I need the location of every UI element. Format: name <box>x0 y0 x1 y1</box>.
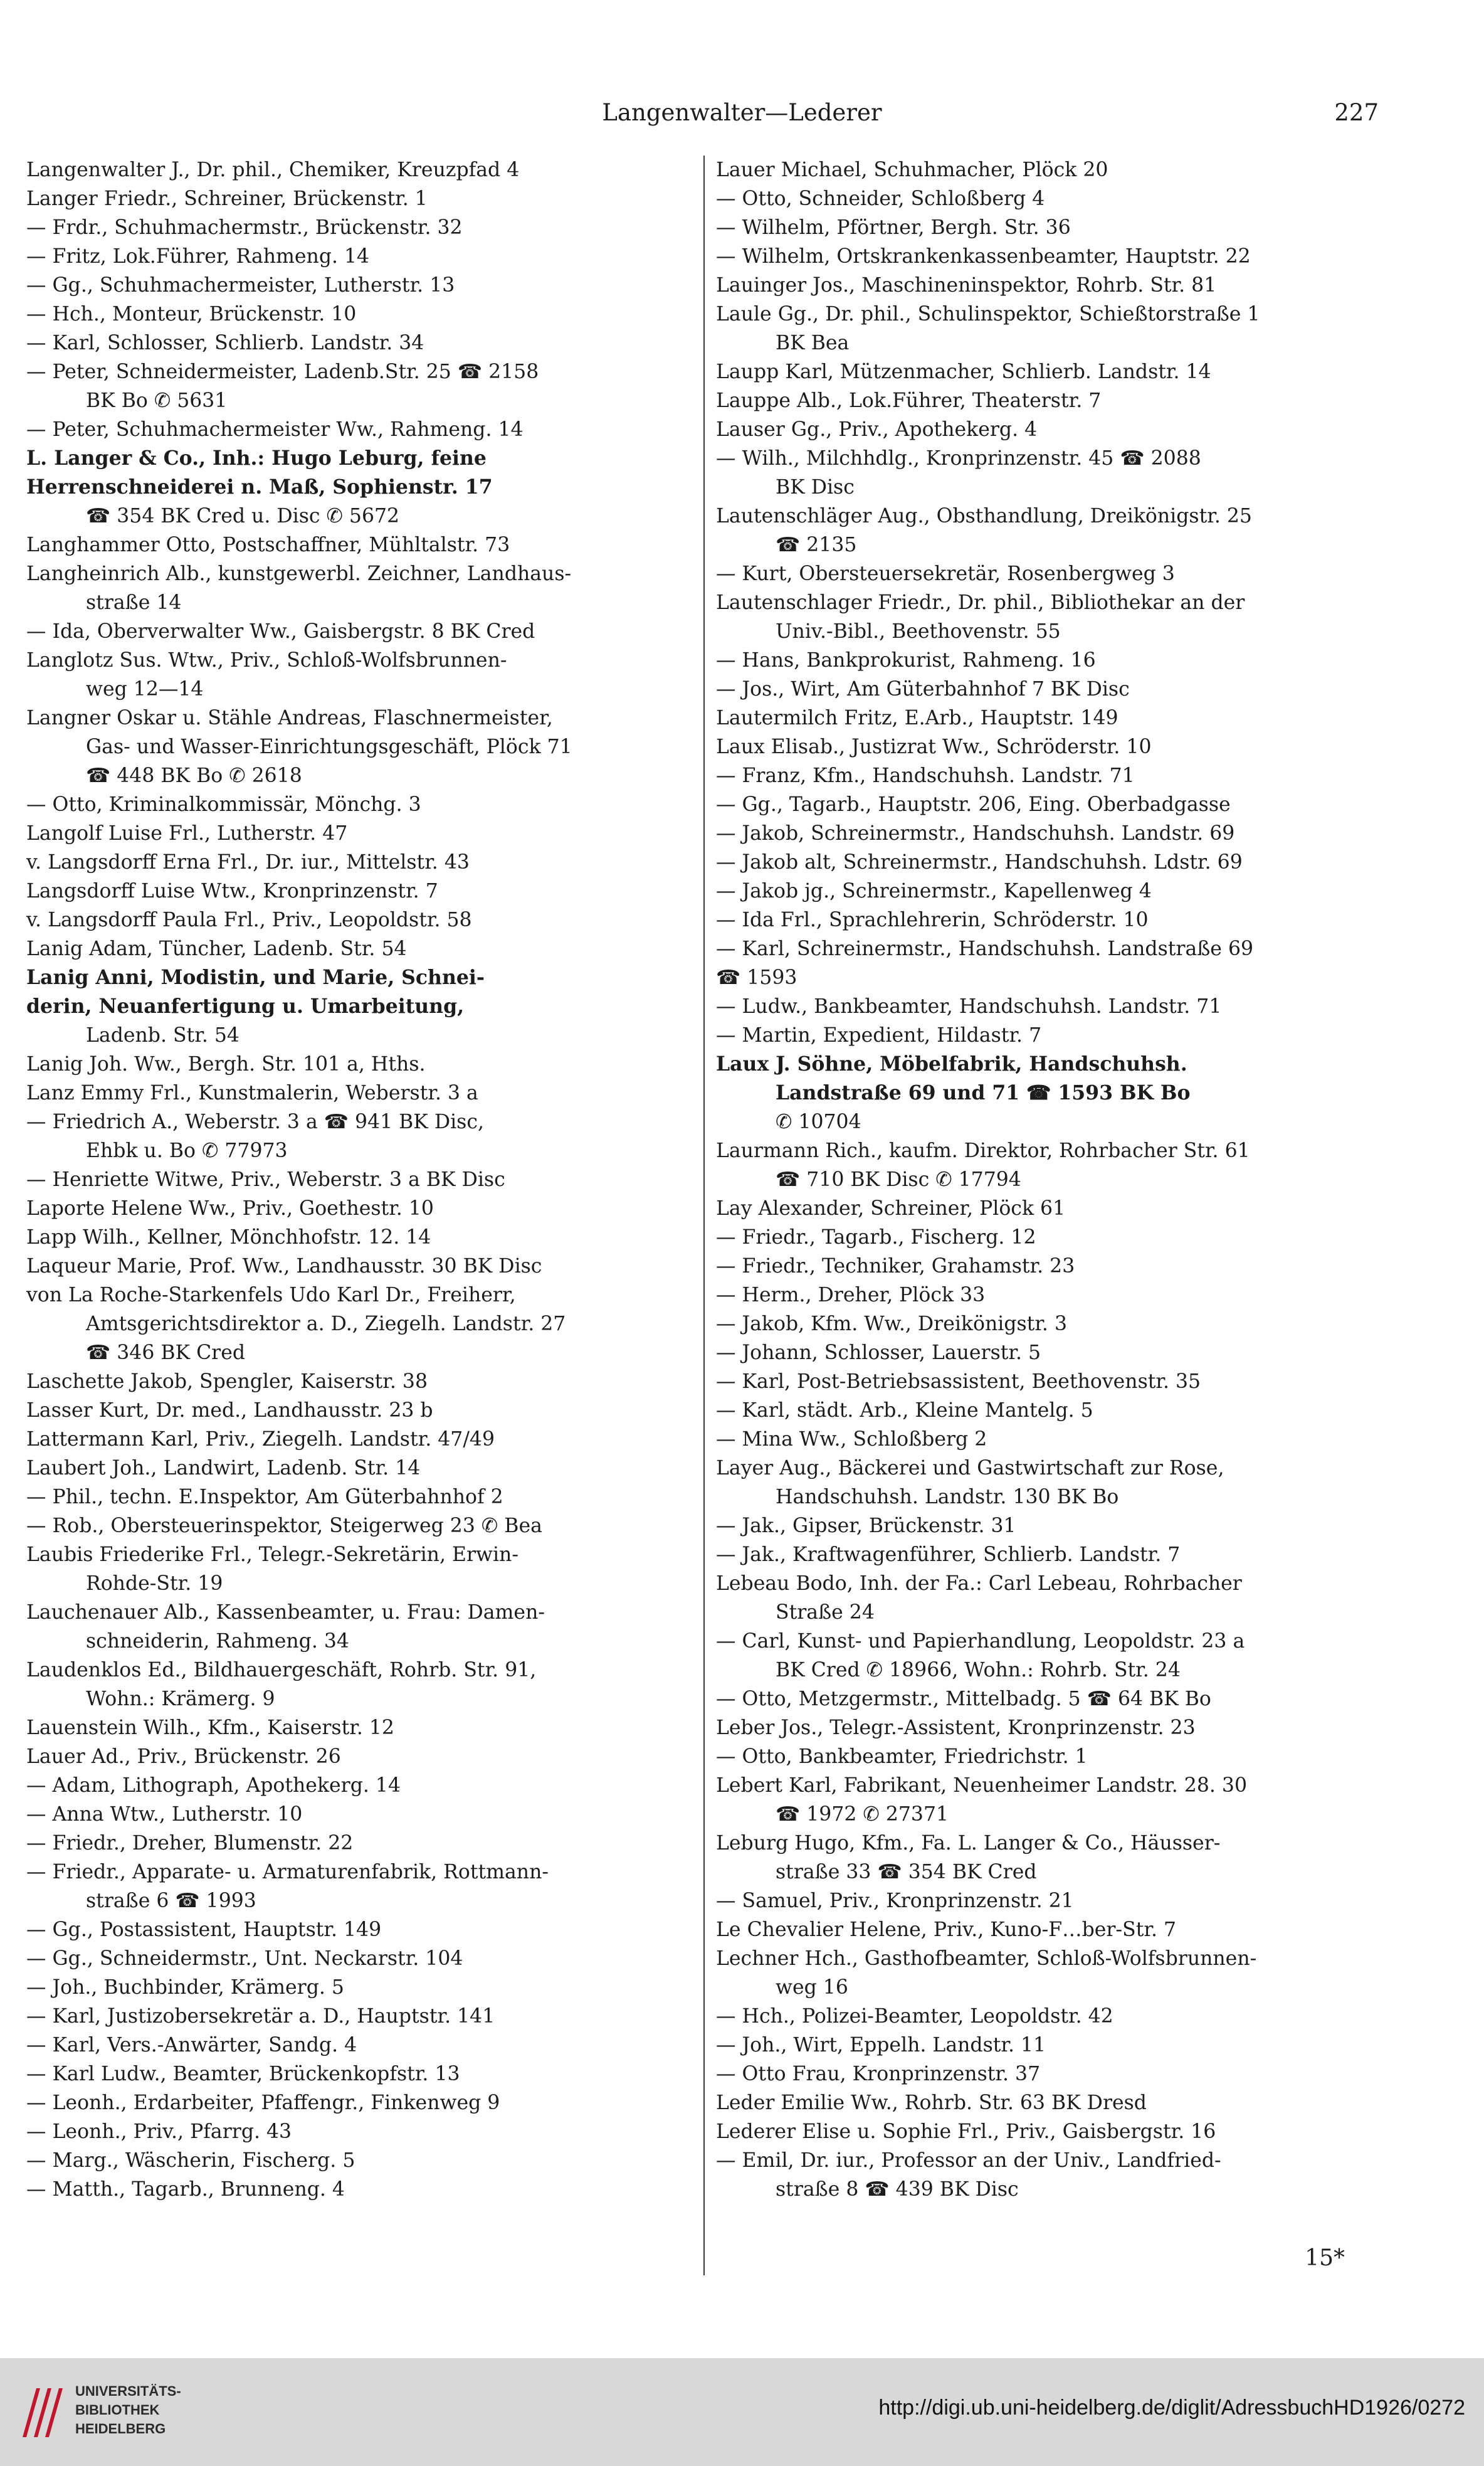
directory-entry-line: — Friedr., Tagarb., Fischerg. 12 <box>716 1226 1036 1249</box>
directory-entry-line: — Samuel, Priv., Kronprinzenstr. 21 <box>716 1890 1074 1912</box>
directory-entry-line: Lautenschlager Friedr., Dr. phil., Bibliothekar an der <box>716 591 1245 614</box>
directory-columns <box>26 156 1393 2275</box>
directory-entry-line: — Friedr., Dreher, Blumenstr. 22 <box>26 1832 354 1855</box>
directory-entry-line: ☎ 448 BK Bo ✆ 2618 <box>86 765 302 787</box>
directory-entry-line: Lebert Karl, Fabrikant, Neuenheimer Landstr. 28. 30 <box>716 1774 1247 1797</box>
directory-entry-line: — Kurt, Obersteuersekretär, Rosenbergweg 3 <box>716 563 1175 585</box>
directory-entry-line: — Fritz, Lok.Führer, Rahmeng. 14 <box>26 245 370 268</box>
directory-entry-line: Leburg Hugo, Kfm., Fa. L. Langer & Co., Häusser- <box>716 1832 1221 1855</box>
running-head <box>0 94 1484 132</box>
directory-entry-line: straße 14 <box>86 591 182 614</box>
directory-entry-line: Langheinrich Alb., kunstgewerbl. Zeichner, Landhaus- <box>26 563 572 585</box>
directory-entry-line: — Karl, Justizobersekretär a. D., Hauptstr. 141 <box>26 2005 495 2028</box>
directory-entry-line: Lasser Kurt, Dr. med., Landhausstr. 23 b <box>26 1399 433 1422</box>
directory-entry-line: Landstraße 69 und 71 ☎ 1593 BK Bo <box>776 1081 1191 1104</box>
directory-entry-line: — Franz, Kfm., Handschuhsh. Landstr. 71 <box>716 765 1135 787</box>
directory-entry-line: Lebeau Bodo, Inh. der Fa.: Carl Lebeau, Rohrbacher <box>716 1572 1242 1595</box>
directory-entry-line: — Ludw., Bankbeamter, Handschuhsh. Landstr. 71 <box>716 995 1222 1018</box>
directory-entry-line: — Jakob, Schreinermstr., Handschuhsh. Landstr. 69 <box>716 822 1235 845</box>
directory-entry-line: — Karl, Schlosser, Schlierb. Landstr. 34 <box>26 332 424 354</box>
directory-entry-line: — Gg., Schneidermstr., Unt. Neckarstr. 104 <box>26 1947 463 1970</box>
directory-entry-line: Lanig Adam, Tüncher, Ladenb. Str. 54 <box>26 938 407 960</box>
directory-entry-line: BK Disc <box>776 476 855 499</box>
directory-entry-line: — Gg., Tagarb., Hauptstr. 206, Eing. Oberbadgasse <box>716 793 1231 816</box>
directory-entry-line: Layer Aug., Bäckerei und Gastwirtschaft zur Rose, <box>716 1457 1224 1479</box>
directory-entry-line: — Frdr., Schuhmachermstr., Brückenstr. 32 <box>26 216 463 239</box>
directory-entry-line: weg 12—14 <box>86 678 204 701</box>
directory-entry-line: v. Langsdorff Erna Frl., Dr. iur., Mittelstr. 43 <box>26 851 470 874</box>
directory-entry-line: Lauenstein Wilh., Kfm., Kaiserstr. 12 <box>26 1717 394 1739</box>
directory-entry-line: — Otto, Schneider, Schloßberg 4 <box>716 188 1045 210</box>
directory-entry-line: ☎ 1972 ✆ 27371 <box>776 1803 949 1826</box>
directory-entry-line: Lattermann Karl, Priv., Ziegelh. Landstr. 47/49 <box>26 1428 495 1451</box>
directory-entry-line: Langner Oskar u. Stähle Andreas, Flaschnermeister, <box>26 707 553 729</box>
right-column <box>716 156 1393 2204</box>
directory-entry-line: — Herm., Dreher, Plöck 33 <box>716 1284 986 1306</box>
directory-entry-line: Wohn.: Krämerg. 9 <box>86 1688 275 1710</box>
library-footer <box>0 2358 1484 2466</box>
directory-entry-line: — Peter, Schneidermeister, Ladenb.Str. 25 ☎ 2158 <box>26 361 539 383</box>
directory-entry-line: — Gg., Schuhmachermeister, Lutherstr. 13 <box>26 274 455 297</box>
directory-entry-line: — Otto, Metzgermstr., Mittelbadg. 5 ☎ 64 BK Bo <box>716 1688 1211 1710</box>
library-logo-text <box>75 2382 181 2438</box>
directory-entry-line: von La Roche-Starkenfels Udo Karl Dr., Freiherr, <box>26 1284 516 1306</box>
directory-entry-line: — Joh., Buchbinder, Krämerg. 5 <box>26 1976 344 1999</box>
directory-entry-line: Laubis Friederike Frl., Telegr.-Sekretärin, Erwin- <box>26 1543 518 1566</box>
directory-entry-line: — Carl, Kunst- und Papierhandlung, Leopoldstr. 23 a <box>716 1630 1245 1653</box>
directory-entry-line: — Friedr., Apparate- u. Armaturenfabrik, Rottmann- <box>26 1861 549 1883</box>
directory-entry-line: — Anna Wtw., Lutherstr. 10 <box>26 1803 303 1826</box>
directory-entry-line: — Karl, Schreinermstr., Handschuhsh. Landstraße 69 <box>716 938 1254 960</box>
directory-entry-line: derin, Neuanfertigung u. Umarbeitung, <box>26 995 465 1018</box>
directory-entry-line: — Rob., Obersteuerinspektor, Steigerweg 23 ✆ Bea <box>26 1515 542 1537</box>
directory-entry-line: Lauer Ad., Priv., Brückenstr. 26 <box>26 1745 341 1768</box>
directory-entry-line: Univ.-Bibl., Beethovenstr. 55 <box>776 620 1061 643</box>
directory-entry-line: L. Langer & Co., Inh.: Hugo Leburg, feine <box>26 447 487 470</box>
directory-entry-line: Langhammer Otto, Postschaffner, Mühltalstr. 73 <box>26 534 510 556</box>
directory-entry-line: Langer Friedr., Schreiner, Brückenstr. 1 <box>26 188 428 210</box>
directory-entry-line: Leber Jos., Telegr.-Assistent, Kronprinzenstr. 23 <box>716 1717 1196 1739</box>
directory-entry-line: — Ida, Oberverwalter Ww., Gaisbergstr. 8 BK Cred <box>26 620 535 643</box>
directory-entry-line: — Peter, Schuhmachermeister Ww., Rahmeng. 14 <box>26 418 524 441</box>
directory-entry-line: Lanz Emmy Frl., Kunstmalerin, Weberstr. 3 a <box>26 1082 478 1104</box>
directory-entry-line: Laqueur Marie, Prof. Ww., Landhausstr. 30 BK Disc <box>26 1255 542 1278</box>
directory-entry-line: Langenwalter J., Dr. phil., Chemiker, Kreuzpfad 4 <box>26 159 520 181</box>
directory-entry-line: Laschette Jakob, Spengler, Kaiserstr. 38 <box>26 1370 428 1393</box>
logo-line: HEIDELBERG <box>75 2421 166 2437</box>
directory-entry-line: — Otto, Bankbeamter, Friedrichstr. 1 <box>716 1745 1088 1768</box>
directory-entry-line: Lapp Wilh., Kellner, Mönchhofstr. 12. 14 <box>26 1226 431 1249</box>
directory-entry-line: Laudenklos Ed., Bildhauergeschäft, Rohrb. Str. 91, <box>26 1659 537 1681</box>
directory-entry-line: — Phil., techn. E.Inspektor, Am Güterbahnhof 2 <box>26 1486 503 1508</box>
directory-entry-line: Laupp Karl, Mützenmacher, Schlierb. Landstr. 14 <box>716 361 1211 383</box>
directory-entry-line: ☎ 710 BK Disc ✆ 17794 <box>776 1168 1021 1191</box>
directory-entry-line: — Friedr., Techniker, Grahamstr. 23 <box>716 1255 1075 1278</box>
directory-entry-line: v. Langsdorff Paula Frl., Priv., Leopoldstr. 58 <box>26 909 472 931</box>
directory-entry-line: — Joh., Wirt, Eppelh. Landstr. 11 <box>716 2034 1046 2056</box>
directory-entry-line: Herrenschneiderei n. Maß, Sophienstr. 17 <box>26 475 493 499</box>
directory-entry-line: weg 16 <box>776 1976 848 1999</box>
page-number: 227 <box>1334 99 1379 126</box>
directory-entry-line: — Otto Frau, Kronprinzenstr. 37 <box>716 2063 1041 2085</box>
directory-entry-line: — Leonh., Erdarbeiter, Pfaffengr., Finkenweg 9 <box>26 2092 500 2114</box>
directory-entry-line: — Karl Ludw., Beamter, Brückenkopfstr. 13 <box>26 2063 460 2085</box>
directory-entry-line: — Hans, Bankprokurist, Rahmeng. 16 <box>716 649 1096 672</box>
directory-entry-line: Amtsgerichtsdirektor a. D., Ziegelh. Landstr. 27 <box>86 1313 566 1335</box>
source-url-link[interactable]: http://digi.ub.uni-heidelberg.de/diglit/AdressbuchHD1926/0272 <box>878 2396 1465 2420</box>
directory-entry-line: — Jakob, Kfm. Ww., Dreikönigstr. 3 <box>716 1313 1067 1335</box>
directory-entry-line: — Gg., Postassistent, Hauptstr. 149 <box>26 1918 382 1941</box>
directory-entry-line: Lederer Elise u. Sophie Frl., Priv., Gaisbergstr. 16 <box>716 2120 1216 2143</box>
directory-entry-line: Lauser Gg., Priv., Apothekerg. 4 <box>716 418 1038 441</box>
library-seal-icon <box>18 2382 64 2442</box>
directory-entry-line: straße 33 ☎ 354 BK Cred <box>776 1861 1037 1883</box>
directory-entry-line: — Mina Ww., Schloßberg 2 <box>716 1428 987 1451</box>
directory-entry-line: BK Bea <box>776 332 850 354</box>
directory-entry-line: — Jak., Gipser, Brückenstr. 31 <box>716 1515 1016 1537</box>
directory-entry-line: Laubert Joh., Landwirt, Ladenb. Str. 14 <box>26 1457 421 1479</box>
directory-entry-line: Ladenb. Str. 54 <box>86 1024 239 1047</box>
directory-entry-line: ☎ 1593 <box>716 966 797 989</box>
directory-entry-line: Lauppe Alb., Lok.Führer, Theaterstr. 7 <box>716 389 1102 412</box>
directory-entry-line: Laux Elisab., Justizrat Ww., Schröderstr. 10 <box>716 736 1152 758</box>
directory-entry-line: Lanig Anni, Modistin, und Marie, Schnei- <box>26 966 485 989</box>
directory-entry-line: Gas- und Wasser-Einrichtungsgeschäft, Plöck 71 <box>86 736 572 758</box>
directory-entry-line: Laux J. Söhne, Möbelfabrik, Handschuhsh. <box>716 1052 1187 1076</box>
directory-entry-line: — Jos., Wirt, Am Güterbahnhof 7 BK Disc <box>716 678 1130 701</box>
directory-entry-line: straße 8 ☎ 439 BK Disc <box>776 2178 1019 2201</box>
page-header-title: Langenwalter—Lederer <box>602 99 882 126</box>
directory-entry-line: Straße 24 <box>776 1601 875 1624</box>
directory-entry-line: Ehbk u. Bo ✆ 77973 <box>86 1140 288 1162</box>
directory-entry-line: Langsdorff Luise Wtw., Kronprinzenstr. 7 <box>26 880 438 902</box>
directory-entry-line: straße 6 ☎ 1993 <box>86 1890 256 1912</box>
directory-entry-line: — Matth., Tagarb., Brunneng. 4 <box>26 2178 345 2201</box>
directory-entry-line: — Emil, Dr. iur., Professor an der Univ., Landfried- <box>716 2149 1221 2172</box>
directory-entry-line: — Johann, Schlosser, Lauerstr. 5 <box>716 1341 1041 1364</box>
sheet-signature: 15* <box>1305 2245 1345 2271</box>
directory-entry-line: — Karl, Post-Betriebsassistent, Beethovenstr. 35 <box>716 1370 1201 1393</box>
directory-entry-line: — Friedrich A., Weberstr. 3 a ☎ 941 BK Disc, <box>26 1111 485 1133</box>
directory-entry-line: Laporte Helene Ww., Priv., Goethestr. 10 <box>26 1197 434 1220</box>
logo-line: UNIVERSITÄTS- <box>75 2383 181 2399</box>
directory-entry-line: — Leonh., Priv., Pfarrg. 43 <box>26 2120 292 2143</box>
directory-entry-line: Handschuhsh. Landstr. 130 BK Bo <box>776 1486 1119 1508</box>
directory-entry-line: Laurmann Rich., kaufm. Direktor, Rohrbacher Str. 61 <box>716 1140 1250 1162</box>
directory-entry-line: — Adam, Lithograph, Apothekerg. 14 <box>26 1774 401 1797</box>
directory-entry-line: — Martin, Expedient, Hildastr. 7 <box>716 1024 1042 1047</box>
directory-entry-line: Leder Emilie Ww., Rohrb. Str. 63 BK Dresd <box>716 2092 1147 2114</box>
directory-entry-line: Langolf Luise Frl., Lutherstr. 47 <box>26 822 348 845</box>
directory-entry-line: — Jakob jg., Schreinermstr., Kapellenweg 4 <box>716 880 1152 902</box>
directory-entry-line: Lechner Hch., Gasthofbeamter, Schloß-Wolfsbrunnen- <box>716 1947 1257 1970</box>
directory-entry-line: Lauer Michael, Schuhmacher, Plöck 20 <box>716 159 1108 181</box>
directory-entry-line: Le Chevalier Helene, Priv., Kuno-F…ber-Str. 7 <box>716 1918 1177 1941</box>
logo-line: BIBLIOTHEK <box>75 2402 160 2418</box>
directory-entry-line: — Hch., Monteur, Brückenstr. 10 <box>26 303 357 325</box>
column-divider <box>703 156 705 2275</box>
directory-entry-line: Lautermilch Fritz, E.Arb., Hauptstr. 149 <box>716 707 1118 729</box>
directory-entry-line: — Karl, städt. Arb., Kleine Mantelg. 5 <box>716 1399 1093 1422</box>
directory-entry-line: — Wilhelm, Ortskrankenkassenbeamter, Hauptstr. 22 <box>716 245 1251 268</box>
directory-entry-line: — Marg., Wäscherin, Fischerg. 5 <box>26 2149 355 2172</box>
library-logo[interactable] <box>18 2377 206 2446</box>
directory-entry-line: — Jakob alt, Schreinermstr., Handschuhsh. Ldstr. 69 <box>716 851 1243 874</box>
directory-entry-line: — Wilh., Milchhdlg., Kronprinzenstr. 45 ☎ 2088 <box>716 447 1201 470</box>
directory-entry-line: ☎ 354 BK Cred u. Disc ✆ 5672 <box>86 505 400 527</box>
directory-entry-line: — Hch., Polizei-Beamter, Leopoldstr. 42 <box>716 2005 1113 2028</box>
directory-entry-line: BK Bo ✆ 5631 <box>86 389 228 412</box>
directory-entry-line: Lanig Joh. Ww., Bergh. Str. 101 a, Hths. <box>26 1053 426 1076</box>
directory-entry-line: Langlotz Sus. Wtw., Priv., Schloß-Wolfsbrunnen- <box>26 649 507 672</box>
directory-entry-line: Lautenschläger Aug., Obsthandlung, Dreikönigstr. 25 <box>716 505 1252 527</box>
directory-entry-line: schneiderin, Rahmeng. 34 <box>86 1630 349 1653</box>
directory-entry-line: Rohde-Str. 19 <box>86 1572 223 1595</box>
directory-entry-line: Lauinger Jos., Maschineninspektor, Rohrb. Str. 81 <box>716 274 1217 297</box>
directory-entry-line: — Henriette Witwe, Priv., Weberstr. 3 a BK Disc <box>26 1168 505 1191</box>
left-column <box>26 156 691 2204</box>
directory-entry-line: — Jak., Kraftwagenführer, Schlierb. Landstr. 7 <box>716 1543 1181 1566</box>
directory-entry-line: BK Cred ✆ 18966, Wohn.: Rohrb. Str. 24 <box>776 1659 1181 1681</box>
directory-entry-line: Lauchenauer Alb., Kassenbeamter, u. Frau: Damen- <box>26 1601 545 1624</box>
directory-entry-line: — Otto, Kriminalkommissär, Mönchg. 3 <box>26 793 421 816</box>
directory-entry-line: ☎ 346 BK Cred <box>86 1341 246 1364</box>
directory-entry-line: Laule Gg., Dr. phil., Schulinspektor, Schießtorstraße 1 <box>716 303 1260 325</box>
directory-entry-line: — Ida Frl., Sprachlehrerin, Schröderstr. 10 <box>716 909 1149 931</box>
directory-entry-line: — Wilhelm, Pförtner, Bergh. Str. 36 <box>716 216 1071 239</box>
directory-entry-line: ✆ 10704 <box>776 1111 861 1133</box>
directory-entry-line: — Karl, Vers.-Anwärter, Sandg. 4 <box>26 2034 357 2056</box>
directory-entry-line: Lay Alexander, Schreiner, Plöck 61 <box>716 1197 1066 1220</box>
directory-entry-line: ☎ 2135 <box>776 534 857 556</box>
